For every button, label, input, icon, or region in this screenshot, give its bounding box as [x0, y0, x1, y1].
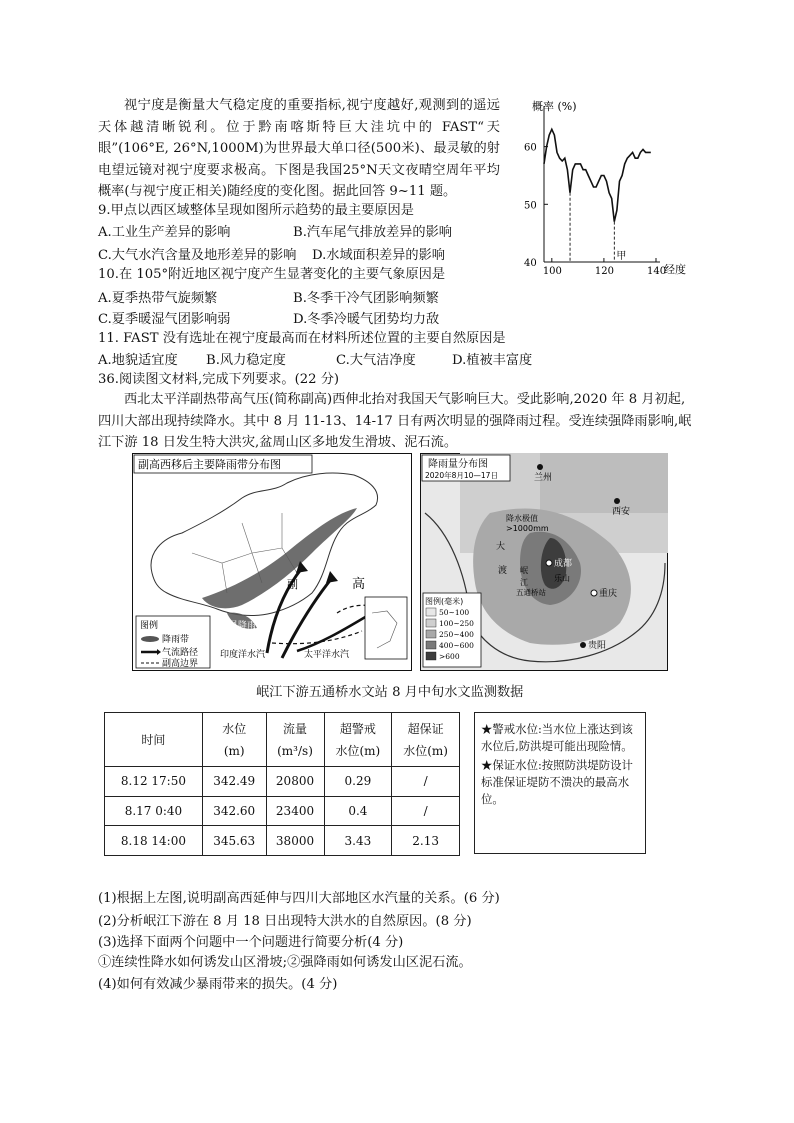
table-cell: / — [392, 796, 460, 826]
map2-legend-label: 250~400 — [439, 630, 474, 639]
question-11-stem: 11. FAST 没有选址在视宁度最高而在材料所述位置的主要自然原因是 — [98, 331, 506, 346]
table-header-flow: 流量 (m³/s) — [266, 713, 324, 767]
table-cell: 23400 — [266, 796, 324, 826]
q9-option-c[interactable]: C.大气水汽含量及地形差异的影响 — [98, 248, 297, 263]
intro-paragraph: 视宁度是衡量大气稳定度的重要指标,视宁度越好,观测到的遥远天体越清晰锐利。位于黔南喀斯特巨大洼坑中的 FAST“天眼”(106°E, 26°N,1000M)为世界最大单口径(500米)、最灵敏的射电望远镜对视宁度要求极高。下图是我国25°N天文夜晴空周年平均概率(与视宁度正相关)随经度的变化图。据此回答 9~11 题。 — [98, 98, 500, 199]
city-chengdu: 成都 — [554, 559, 573, 569]
map2-label-jiang: 江 — [520, 578, 528, 587]
table-cell: 38000 — [266, 826, 324, 856]
map2-label-da: 大 — [496, 542, 506, 552]
map2-subtitle: 2020年8月10—17日 — [425, 471, 498, 480]
q10-option-a[interactable]: A.夏季热带气旋频繁 — [98, 291, 218, 306]
table-cell: 2.13 — [392, 826, 460, 856]
q11-option-a[interactable]: A.地貌适宜度 — [98, 353, 178, 368]
q9-option-d[interactable]: D.水域面积差异的影响 — [312, 248, 445, 263]
map1-legend-airflow: 气流路径 — [162, 648, 199, 658]
table-header-warning: 超警戒 水位(m) — [324, 713, 392, 767]
chart-y-label: 概率 (%) — [532, 100, 577, 113]
map2-label-du: 渡 — [498, 566, 508, 576]
chart-series-line — [544, 129, 651, 221]
q9-option-a[interactable]: A.工业生产差异的影响 — [98, 225, 231, 240]
subquestion-4: (4)如何有效减少暴雨带来的损失。(4 分) — [98, 977, 338, 992]
city-xian: 西安 — [612, 507, 631, 517]
subquestion-1: (1)根据上左图,说明副高西延伸与四川大部地区水汽量的关系。(6 分) — [98, 891, 500, 906]
chart-x-tick-label: 100 — [542, 266, 562, 277]
hydrology-table — [104, 712, 460, 856]
q10-option-b[interactable]: B.冬季干冷气团影响频繁 — [293, 291, 439, 306]
subquestion-3-options: ①连续性降水如何诱发山区滑坡;②强降雨如何诱发山区泥石流。 — [98, 955, 472, 970]
table-cell: 342.49 — [202, 767, 266, 797]
table-header-time: 时间 — [105, 713, 203, 767]
table-header-level: 水位 (m) — [202, 713, 266, 767]
map1-label-pacific: 太平洋水汽 — [304, 650, 350, 660]
question-10-stem: 10.在 105°附近地区视宁度产生显著变化的主要气象原因是 — [98, 267, 446, 282]
chart-annotation-jia: 甲 — [616, 251, 627, 262]
city-lanzhou: 兰州 — [534, 473, 553, 483]
map-subtropical-high — [132, 453, 412, 671]
city-guiyang: 贵阳 — [588, 641, 607, 651]
map2-legend-swatch — [426, 608, 436, 616]
map2-legend-swatch — [426, 630, 436, 638]
map2-legend-label: 100~250 — [439, 619, 474, 628]
chart-x-tick-label: 120 — [594, 266, 615, 277]
map2-label-min: 岷 — [520, 566, 528, 575]
chart-y-tick-label: 60 — [524, 142, 537, 154]
subquestion-3: (3)选择下面两个问题中一个问题进行简要分析(4 分) — [98, 935, 404, 950]
map2-legend-swatch — [426, 641, 436, 649]
map2-annotation-line1: 降水极值 — [506, 514, 538, 523]
map1-label-raindef: 季风降雨 — [220, 621, 257, 631]
map1-label-indian: 印度洋水汽 — [220, 650, 266, 660]
city-leshan: 乐山 — [554, 574, 570, 583]
table-header-guarantee: 超保证 水位(m) — [392, 713, 460, 767]
probability-longitude-chart — [506, 92, 696, 282]
table-row — [105, 767, 460, 797]
chart-y-tick-label: 50 — [524, 200, 537, 212]
water-level-notes — [474, 712, 646, 854]
map1-label-fu: 副 — [287, 578, 298, 591]
map2-legend-swatch — [426, 619, 436, 627]
table-cell: / — [392, 767, 460, 797]
note-warning-level: ★警戒水位:当水位上涨达到该水位后,防洪堤可能出现险情。 — [481, 722, 633, 753]
map-rainfall-distribution — [420, 453, 668, 671]
table-cell: 8.17 0:40 — [105, 796, 203, 826]
chart-x-tick-label: 140 — [647, 266, 667, 277]
question-9-stem: 9.甲点以西区域整体呈现如图所示趋势的最主要原因是 — [98, 203, 414, 218]
map1-title: 副高西移后主要降雨带分布图 — [138, 458, 281, 471]
table-cell: 342.60 — [202, 796, 266, 826]
q9-option-b[interactable]: B.汽车尾气排放差异的影响 — [293, 225, 452, 240]
map1-label-high: 高 — [352, 577, 366, 592]
q11-option-b[interactable]: B.风力稳定度 — [206, 353, 286, 368]
question-36-title: 36.阅读图文材料,完成下列要求。(22 分) — [98, 372, 340, 387]
table-cell: 345.63 — [202, 826, 266, 856]
map2-legend-label: 50~100 — [439, 608, 470, 617]
table-cell: 0.4 — [324, 796, 392, 826]
map2-legend-label: >600 — [439, 652, 460, 661]
map2-label-wutongqiao: 五通桥站 — [516, 588, 546, 597]
q11-option-d[interactable]: D.植被丰富度 — [452, 353, 533, 368]
map2-title: 降雨量分布图 — [428, 459, 488, 470]
map1-legend-title: 图例 — [140, 621, 159, 631]
table-cell: 20800 — [266, 767, 324, 797]
table-title: 岷江下游五通桥水文站 8 月中旬水文监测数据 — [256, 685, 524, 700]
map2-legend-title: 图例(毫米) — [425, 597, 464, 606]
table-cell: 8.12 17:50 — [105, 767, 203, 797]
table-cell: 8.18 14:00 — [105, 826, 203, 856]
q11-option-c[interactable]: C.大气洁净度 — [336, 353, 416, 368]
question-36-material: 西北太平洋副热带高气压(简称副高)西伸北抬对我国天气影响巨大。受此影响,2020 年 8 月初起,四川大部出现持续降水。其中 8 月 11-13、14-17 日有两次明显的强降雨过程。受连续强降雨影响,岷江下游 18 日发生特大洪灾,盆周山区多地发生滑坡、泥石流。 — [98, 392, 692, 450]
map1-legend-rainbelt: 降雨带 — [162, 635, 190, 645]
q10-option-d[interactable]: D.冬季冷暖气团势均力敌 — [293, 312, 440, 327]
city-chongqing: 重庆 — [599, 589, 618, 599]
table-row — [105, 826, 460, 856]
chart-y-tick-label: 40 — [524, 258, 537, 269]
note-guarantee-level: ★保证水位:按照防洪堤防设计标准保证堤防不溃决的最高水位。 — [481, 758, 633, 806]
south-china-sea-inset — [365, 597, 407, 659]
table-row — [105, 796, 460, 826]
subquestion-2: (2)分析岷江下游在 8 月 18 日出现特大洪水的自然原因。(8 分) — [98, 914, 472, 929]
map2-legend-label: 400~600 — [439, 641, 474, 650]
map2-legend-swatch — [426, 652, 436, 660]
q10-option-c[interactable]: C.夏季暖湿气团影响弱 — [98, 312, 231, 327]
table-cell: 3.43 — [324, 826, 392, 856]
chart-x-label: 经度 — [664, 263, 686, 276]
map2-annotation-line2: >1000mm — [506, 524, 549, 533]
map1-legend-boundary: 副高边界 — [162, 659, 199, 669]
table-cell: 0.29 — [324, 767, 392, 797]
